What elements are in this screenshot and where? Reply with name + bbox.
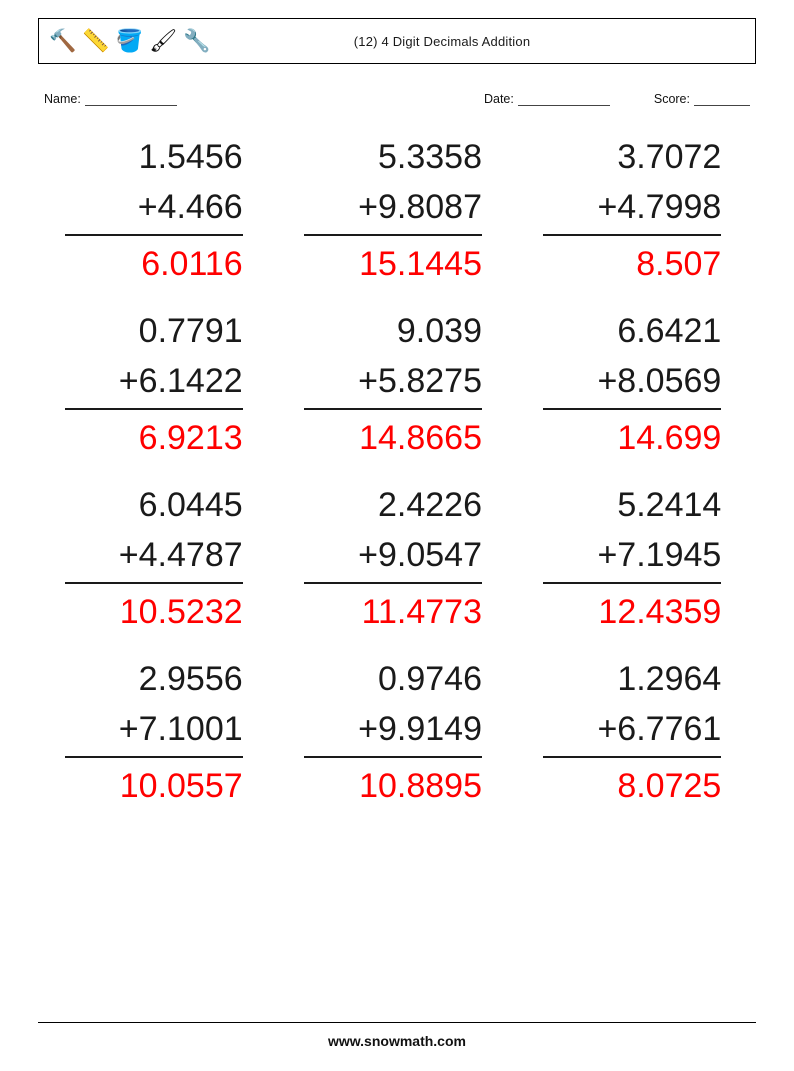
problem-top-number: 2.9556 xyxy=(138,660,243,698)
power-drill-icon: 🔧 xyxy=(183,28,211,53)
problem-grid xyxy=(38,132,756,828)
problem-item xyxy=(543,654,729,828)
problem-item xyxy=(65,480,251,654)
problem-item xyxy=(543,132,729,306)
problem-answer: 15.1445 xyxy=(359,245,482,283)
problem-item xyxy=(304,132,490,306)
problem-answer: 11.4773 xyxy=(361,593,482,631)
problem-top-number: 1.2964 xyxy=(617,660,722,698)
date-input-line[interactable] xyxy=(518,93,610,106)
problem-item xyxy=(304,480,490,654)
problem-item xyxy=(65,306,251,480)
problem-item xyxy=(65,132,251,306)
problem-answer: 6.9213 xyxy=(138,419,243,457)
problem-top-number: 0.9746 xyxy=(377,660,482,698)
footer xyxy=(38,1022,756,1049)
problem-answer: 14.699 xyxy=(617,419,722,457)
problem-bottom-number: +6.7761 xyxy=(543,704,721,758)
problem-bottom-number: +8.0569 xyxy=(543,356,721,410)
tool-icon-strip xyxy=(39,30,249,52)
problem-top-number: 9.039 xyxy=(396,312,482,350)
score-label: Score: xyxy=(653,92,690,106)
problem-item xyxy=(543,306,729,480)
name-input-line[interactable] xyxy=(85,93,177,106)
problem-top-number: 0.7791 xyxy=(138,312,243,350)
problem-bottom-number: +9.8087 xyxy=(304,182,482,236)
hammer-icon: 🔨 xyxy=(49,28,77,53)
paint-bucket-icon: 🪣 xyxy=(115,28,144,53)
name-label: Name: xyxy=(44,92,81,106)
score-input-line[interactable] xyxy=(694,93,750,106)
problem-top-number: 6.6421 xyxy=(617,312,722,350)
problem-bottom-number: +6.1422 xyxy=(65,356,243,410)
problem-item xyxy=(304,306,490,480)
header-bar xyxy=(38,18,756,64)
problem-item xyxy=(304,654,490,828)
problem-answer: 10.5232 xyxy=(119,593,243,631)
problem-bottom-number: +4.4787 xyxy=(65,530,243,584)
problem-top-number: 2.4226 xyxy=(377,486,482,524)
date-score-group xyxy=(484,92,750,106)
problem-answer: 10.8895 xyxy=(359,767,482,805)
problem-top-number: 3.7072 xyxy=(617,138,722,176)
problem-top-number: 5.2414 xyxy=(617,486,722,524)
problem-answer: 14.8665 xyxy=(359,419,482,457)
tape-measure-icon: 📏 xyxy=(82,28,110,53)
problem-answer: 10.0557 xyxy=(119,767,243,805)
problem-bottom-number: +4.466 xyxy=(65,182,243,236)
problem-answer: 6.0116 xyxy=(141,245,243,283)
problem-bottom-number: +9.9149 xyxy=(304,704,482,758)
problem-answer: 8.0725 xyxy=(617,767,722,805)
name-field-group xyxy=(44,92,177,106)
footer-website: www.snowmath.com xyxy=(328,1033,466,1049)
problem-bottom-number: +5.8275 xyxy=(304,356,482,410)
problem-bottom-number: +7.1945 xyxy=(543,530,721,584)
footer-divider xyxy=(38,1022,756,1023)
paint-roller-icon: 🖌 xyxy=(149,28,178,53)
problem-bottom-number: +7.1001 xyxy=(65,704,243,758)
problem-item xyxy=(543,480,729,654)
problem-answer: 8.507 xyxy=(636,245,722,283)
problem-answer: 12.4359 xyxy=(598,593,722,631)
date-label: Date: xyxy=(483,92,514,106)
problem-item xyxy=(65,654,251,828)
problem-top-number: 5.3358 xyxy=(377,138,482,176)
problem-bottom-number: +4.7998 xyxy=(543,182,721,236)
problem-top-number: 1.5456 xyxy=(138,138,243,176)
student-info-row xyxy=(38,86,756,106)
worksheet-page xyxy=(0,18,794,1071)
problem-bottom-number: +9.0547 xyxy=(304,530,482,584)
problem-top-number: 6.0445 xyxy=(138,486,243,524)
worksheet-title: (12) 4 Digit Decimals Addition xyxy=(353,33,531,49)
